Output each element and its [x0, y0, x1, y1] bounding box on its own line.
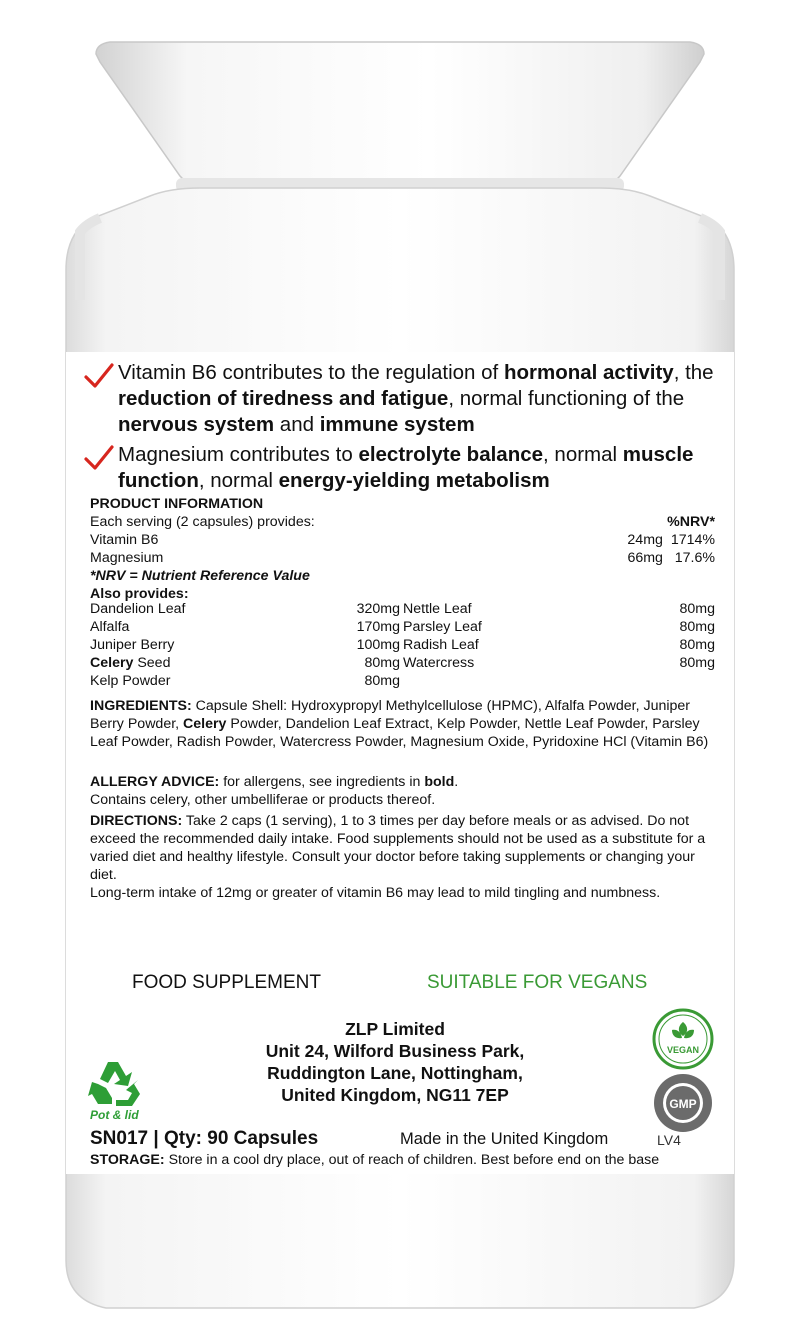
suitable-for-vegans-text: SUITABLE FOR VEGANS — [427, 972, 648, 993]
directions-section: DIRECTIONS: Take 2 caps (1 serving), 1 to 3 times per day before meals or as advised. Do not exceed the recommended daily intake. Food supplements should not be used as a substitute for a varied diet and healthy lifestyle. Consult your doctor before taking supplements or changing your diet. Long-term intake of 12mg or greater of vitamin B6 may lead to mild tingling and numbness. — [90, 813, 706, 901]
check-icon — [84, 362, 114, 388]
storage-section: STORAGE: Store in a cool dry place, out of reach of children. Best before end on the base — [90, 1152, 660, 1168]
label-version: LV4 — [657, 1132, 681, 1148]
allergy-section: ALLERGY ADVICE: for allergens, see ingredients in bold. Contains celery, other umbelliferae or products thereof. — [90, 774, 459, 808]
health-claims — [84, 360, 724, 498]
claim-vitamin-b6: Vitamin B6 contributes to the regulation of hormonal activity, the reduction of tiredness and fatigue, normal functioning of the nervous system and immune system — [84, 360, 724, 438]
table-row: Juniper Berry 100mg Radish Leaf 80mg — [90, 637, 715, 653]
also-provides-table — [90, 600, 715, 690]
vegan-badge-icon — [652, 1008, 714, 1070]
made-in-text: Made in the United Kingdom — [400, 1130, 609, 1148]
manufacturer-address: ZLP Limited Unit 24, Wilford Business Park, Ruddington Lane, Nottingham, United Kingdom, NG11 7EP — [265, 1019, 525, 1105]
recycle-caption: Pot & lid — [90, 1108, 139, 1122]
ingredients-section: INGREDIENTS: Capsule Shell: Hydroxypropyl Methylcellulose (HPMC), Alfalfa Powder, Juniper Berry Powder, Celery Powder, Dandelion Leaf Extract, Kelp Powder, Nettle Leaf Powder, Parsley Leaf Powder, Radish Powder, Watercress Powder, Magnesium Oxide, Pyridoxine HCl (Vitamin B6) — [90, 698, 709, 750]
svg-text:VEGAN: VEGAN — [666, 1045, 700, 1055]
svg-text:GMP: GMP — [669, 1097, 697, 1111]
nutrient-row: Magnesium 66mg 17.6% — [90, 550, 715, 566]
also-provides-heading: Also provides: — [90, 586, 189, 602]
table-row: Celery Seed 80mg Watercress 80mg — [90, 655, 715, 671]
nrv-note: *NRV = Nutrient Reference Value — [90, 568, 310, 584]
nutrient-row: Vitamin B6 24mg 1714% — [90, 532, 715, 548]
product-info-heading: PRODUCT INFORMATION — [90, 496, 264, 512]
sku-quantity: SN017 | Qty: 90 Capsules — [90, 1128, 319, 1149]
gmp-badge-icon — [652, 1072, 714, 1134]
table-row: Alfalfa 170mg Parsley Leaf 80mg — [90, 619, 715, 635]
table-row: Dandelion Leaf 320mg Nettle Leaf 80mg — [90, 601, 715, 617]
food-supplement-text: FOOD SUPPLEMENT — [132, 972, 321, 993]
recycle-icon — [86, 1058, 150, 1108]
product-information — [90, 495, 715, 603]
serving-row: Each serving (2 capsules) provides: %NRV* — [90, 514, 715, 530]
table-row: Kelp Powder 80mg — [90, 673, 400, 689]
check-icon — [84, 444, 114, 470]
claim-magnesium: Magnesium contributes to electrolyte balance, normal muscle function, normal energy-yielding metabolism — [84, 442, 724, 494]
